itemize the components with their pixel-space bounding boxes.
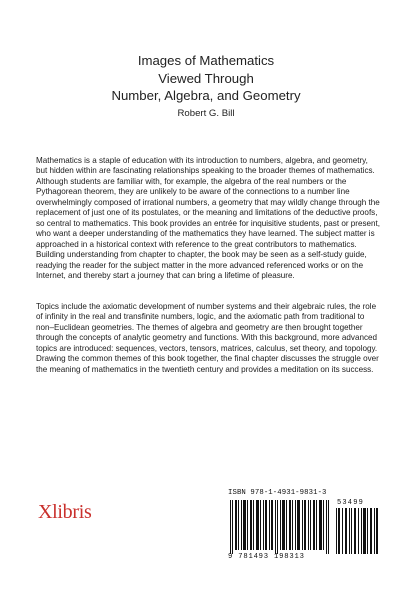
blurb-paragraph-1: Mathematics is a staple of education with its introduction to numbers, algebra, and geometry, but hidden within are fascinating relationships speaking to the broader themes of mathematics. Although students are familiar with, for example, the algebra of the real numbers or the Pythagorean theorem, they are unlikely to be aware of the connections to a number line overwhelmingly composed of irrational numbers, a geometry that may wildly change through the replacement of just one of its postulates, or the meaning and limitations of the deductive proofs, so central to mathematics. This book provides an entrée for inquisitive students, past or present, who want a deeper understanding of the mathematics they have learned. The subject matter is approached in a historical context with reference to the great contributors to mathematics. Building understanding from chapter to chapter, the book may be seen as a self-study guide, readying the reader for the subject matter in the more advanced referenced works or on the Internet, and thereby start a journey that can bring a lifetime of pleasure. — [36, 156, 381, 280]
barcode-digits: 9 781493 198313 — [228, 553, 305, 561]
book-title-line-3: Number, Algebra, and Geometry — [111, 88, 301, 103]
barcode-addon-icon — [336, 500, 378, 554]
isbn-addon-digits: 53499 — [337, 499, 365, 507]
isbn-label: ISBN 978-1-4931-9831-3 — [228, 489, 327, 497]
title-block — [0, 52, 412, 119]
book-title-line-2: Viewed Through — [158, 70, 254, 86]
publisher-logo: Xlibris — [38, 501, 92, 523]
book-title-line-1: Images of Mathematics — [137, 53, 275, 68]
barcode-main-icon — [230, 500, 330, 554]
author-name: Robert G. Bill — [177, 107, 235, 119]
blurb-paragraph-2: Topics include the axiomatic development of number systems and their algebraic rules, the role of infinity in the real and transfinite numbers, logic, and the axiomatic path from traditional to non–Euclidean geometries. The themes of algebra and geometry are then brought together through the concepts of analytic geometry and functions. With this background, more advanced topics are introduced: sequences, vectors, tensors, matrices, calculus, set theory, and topology. Drawing the common themes of this book together, the final chapter discusses the struggle over the meaning of mathematics in the twentieth century and provides a meditation on its success. — [36, 302, 379, 374]
isbn-barcode-block — [228, 489, 380, 565]
